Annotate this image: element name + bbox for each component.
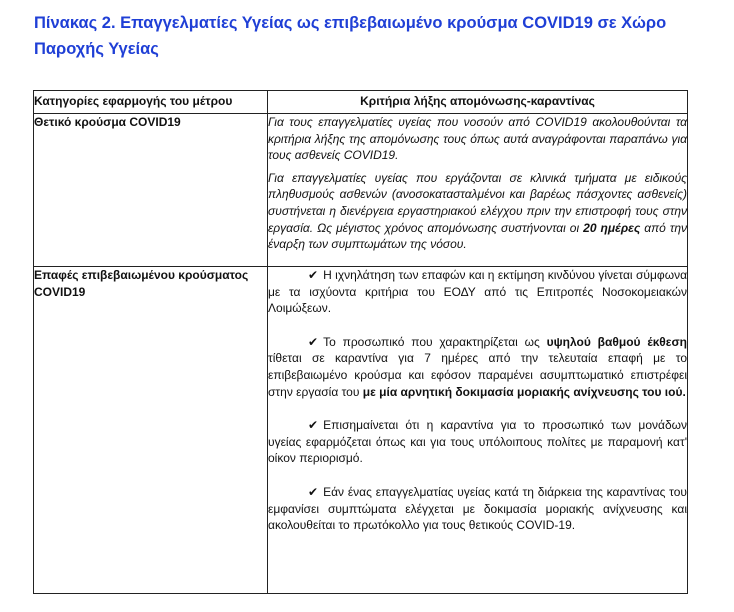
text: από την έναρξη των συμπτωμάτων της νόσου. [268,220,688,252]
bullet-item [268,484,687,534]
text: Το προσωπικό που χαρακτηρίζεται ως [323,334,547,349]
criteria-contacts [268,267,688,594]
criteria-positive-case [268,114,688,267]
checkmark-icon: ✔ [308,334,319,349]
criteria-table [33,90,688,594]
bold-text: με μία αρνητική δοκιμασία μοριακής ανίχνευσης του ιού. [362,384,686,399]
header-criteria: Κριτήρια λήξης απομόνωσης-καραντίνας [268,91,688,114]
category-positive-case: Θετικό κρούσμα COVID19 [34,114,268,267]
paragraph [268,170,687,253]
table-header-row [34,91,688,114]
bullet-item [268,334,687,400]
header-categories: Κατηγορίες εφαρμογής του μέτρου [34,91,268,114]
table-row [34,267,688,594]
checkmark-icon: ✔ [308,484,319,499]
text: Επισημαίνεται ότι η καραντίνα για το προσωπικό των μονάδων υγείας εφαρμόζεται όπως και για τους υπόλοιπους πολίτες με παραμονή κατ' οίκον περιορισμό. [268,418,687,466]
table-row [34,114,688,267]
bullet-item [268,267,687,317]
checkmark-icon: ✔ [308,418,319,433]
category-contacts: Επαφές επιβεβαιωμένου κρούσματος COVID19 [34,267,268,594]
bold-text: υψηλού βαθμού έκθεση [546,334,687,349]
bold-text: 20 ημέρες [583,220,641,235]
table-title: Πίνακας 2. Επαγγελματίες Υγείας ως επιβεβαιωμένο κρούσμα COVID19 σε Χώρο Παροχής Υγείας [34,14,667,58]
text: Η ιχνηλάτηση των επαφών και η εκτίμηση κινδύνου γίνεται σύμφωνα με τα ισχύοντα κριτήρια του ΕΟΔΥ από τις Επιτροπές Νοσοκομειακών Λοιμώξεων. [268,268,687,316]
text: Εάν ένας επαγγελματίας υγείας κατά τη διάρκεια της καραντίνας του εμφανίσει συμπτώματα ελέγχεται με δοκιμασία μοριακής ανίχνευσης και ακολουθείται το πρωτόκολλο για τους θετικούς COVID-19. [268,484,687,533]
checkmark-icon: ✔ [308,268,319,282]
paragraph: Για τους επαγγελματίες υγείας που νοσούν από COVID19 ακολουθούνται τα κριτήρια λήξης της απομόνωσης τους όπως αυτά αναγράφονται παραπάνω για τους ασθενείς COVID19. [268,115,687,163]
text: τίθεται σε καραντίνα για 7 ημέρες από την τελευταία επαφή με το επιβεβαιωμένο κρούσμα και εφόσον παραμένει ασυμπτωματικό επιστρέφει στην εργασία του [268,351,687,399]
bullet-item [268,417,687,467]
text: Για επαγγελματίες υγείας που εργάζονται σε κλινικά τμήματα με ειδικούς πληθυσμούς ασθενών (ανοσοκατασταλμένοι και βαρέως πάσχοντες ασθενείς) συστήνεται η διενέργεια εργαστηριακού ελέγχου πριν την επιστροφή τους στην εργασία. Ως μέγιστος χρόνος απομόνωσης συστήνονται οι [268,170,687,235]
